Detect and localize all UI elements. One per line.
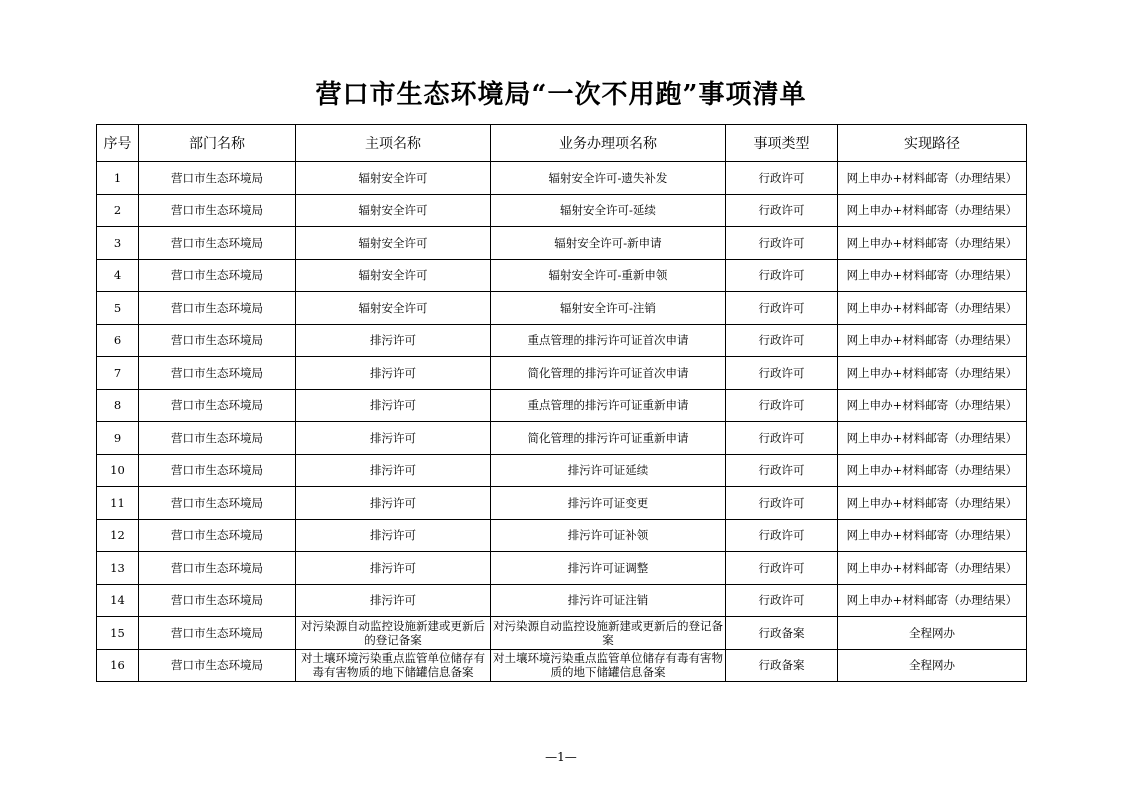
table-row: [97, 422, 1027, 455]
cell-business-item: 重点管理的排污许可证重新申请: [491, 389, 726, 422]
table-row: [97, 259, 1027, 292]
table-row: [97, 584, 1027, 617]
cell-main-item: 对污染源自动监控设施新建或更新后的登记备案: [296, 617, 491, 650]
col-header-path: 实现路径: [838, 125, 1027, 162]
table-row: [97, 324, 1027, 357]
col-header-business-item: 业务办理项名称: [491, 125, 726, 162]
cell-path: 全程网办: [838, 649, 1027, 682]
cell-item-type: 行政许可: [726, 454, 838, 487]
table-row: [97, 649, 1027, 682]
cell-main-item: 辐射安全许可: [296, 227, 491, 260]
table-body: [97, 162, 1027, 682]
cell-business-item: 重点管理的排污许可证首次申请: [491, 324, 726, 357]
cell-path: 网上申办+材料邮寄（办理结果）: [838, 162, 1027, 195]
cell-business-item: 简化管理的排污许可证首次申请: [491, 357, 726, 390]
cell-index: 16: [97, 649, 139, 682]
cell-item-type: 行政备案: [726, 649, 838, 682]
cell-item-type: 行政许可: [726, 357, 838, 390]
cell-item-type: 行政许可: [726, 324, 838, 357]
cell-path: 网上申办+材料邮寄（办理结果）: [838, 357, 1027, 390]
table-row: [97, 292, 1027, 325]
col-header-department: 部门名称: [139, 125, 296, 162]
cell-main-item: 排污许可: [296, 389, 491, 422]
cell-business-item: 辐射安全许可-延续: [491, 194, 726, 227]
cell-path: 网上申办+材料邮寄（办理结果）: [838, 259, 1027, 292]
cell-department: 营口市生态环境局: [139, 324, 296, 357]
cell-item-type: 行政许可: [726, 584, 838, 617]
col-header-index: 序号: [97, 125, 139, 162]
cell-item-type: 行政许可: [726, 519, 838, 552]
cell-department: 营口市生态环境局: [139, 649, 296, 682]
table-row: [97, 487, 1027, 520]
cell-index: 7: [97, 357, 139, 390]
cell-item-type: 行政许可: [726, 552, 838, 585]
cell-path: 网上申办+材料邮寄（办理结果）: [838, 519, 1027, 552]
cell-item-type: 行政许可: [726, 162, 838, 195]
cell-main-item: 排污许可: [296, 552, 491, 585]
cell-path: 网上申办+材料邮寄（办理结果）: [838, 487, 1027, 520]
cell-path: 全程网办: [838, 617, 1027, 650]
cell-main-item: 辐射安全许可: [296, 292, 491, 325]
cell-business-item: 排污许可证补领: [491, 519, 726, 552]
cell-index: 9: [97, 422, 139, 455]
cell-business-item: 简化管理的排污许可证重新申请: [491, 422, 726, 455]
table-row: [97, 519, 1027, 552]
cell-index: 4: [97, 259, 139, 292]
cell-business-item: 辐射安全许可-重新申领: [491, 259, 726, 292]
page-title: 营口市生态环境局“一次不用跑”事项清单: [315, 80, 807, 110]
cell-item-type: 行政许可: [726, 389, 838, 422]
cell-index: 2: [97, 194, 139, 227]
cell-path: 网上申办+材料邮寄（办理结果）: [838, 324, 1027, 357]
cell-item-type: 行政许可: [726, 259, 838, 292]
cell-business-item: 排污许可证调整: [491, 552, 726, 585]
cell-department: 营口市生态环境局: [139, 422, 296, 455]
table-row: [97, 357, 1027, 390]
table-row: [97, 194, 1027, 227]
cell-path: 网上申办+材料邮寄（办理结果）: [838, 422, 1027, 455]
cell-item-type: 行政备案: [726, 617, 838, 650]
cell-department: 营口市生态环境局: [139, 552, 296, 585]
cell-business-item: 对污染源自动监控设施新建或更新后的登记备案: [491, 617, 726, 650]
cell-main-item: 排污许可: [296, 454, 491, 487]
cell-business-item: 对土壤环境污染重点监管单位储存有毒有害物质的地下储罐信息备案: [491, 649, 726, 682]
cell-main-item: 排污许可: [296, 584, 491, 617]
cell-item-type: 行政许可: [726, 227, 838, 260]
cell-main-item: 排污许可: [296, 422, 491, 455]
col-header-item-type: 事项类型: [726, 125, 838, 162]
table-row: [97, 227, 1027, 260]
cell-main-item: 排污许可: [296, 324, 491, 357]
cell-path: 网上申办+材料邮寄（办理结果）: [838, 552, 1027, 585]
table-row: [97, 617, 1027, 650]
cell-index: 5: [97, 292, 139, 325]
cell-department: 营口市生态环境局: [139, 162, 296, 195]
cell-main-item: 对土壤环境污染重点监管单位储存有毒有害物质的地下储罐信息备案: [296, 649, 491, 682]
cell-department: 营口市生态环境局: [139, 584, 296, 617]
cell-index: 13: [97, 552, 139, 585]
cell-path: 网上申办+材料邮寄（办理结果）: [838, 194, 1027, 227]
cell-business-item: 排污许可证延续: [491, 454, 726, 487]
cell-index: 3: [97, 227, 139, 260]
cell-department: 营口市生态环境局: [139, 454, 296, 487]
cell-item-type: 行政许可: [726, 194, 838, 227]
cell-business-item: 辐射安全许可-遗失补发: [491, 162, 726, 195]
cell-item-type: 行政许可: [726, 487, 838, 520]
cell-department: 营口市生态环境局: [139, 617, 296, 650]
cell-path: 网上申办+材料邮寄（办理结果）: [838, 227, 1027, 260]
table-row: [97, 389, 1027, 422]
cell-index: 11: [97, 487, 139, 520]
cell-path: 网上申办+材料邮寄（办理结果）: [838, 454, 1027, 487]
cell-main-item: 排污许可: [296, 519, 491, 552]
cell-item-type: 行政许可: [726, 422, 838, 455]
page-number: —1—: [545, 750, 577, 764]
col-header-main-item: 主项名称: [296, 125, 491, 162]
cell-index: 8: [97, 389, 139, 422]
cell-path: 网上申办+材料邮寄（办理结果）: [838, 389, 1027, 422]
cell-business-item: 辐射安全许可-注销: [491, 292, 726, 325]
cell-item-type: 行政许可: [726, 292, 838, 325]
cell-department: 营口市生态环境局: [139, 487, 296, 520]
cell-business-item: 辐射安全许可-新申请: [491, 227, 726, 260]
cell-department: 营口市生态环境局: [139, 357, 296, 390]
cell-path: 网上申办+材料邮寄（办理结果）: [838, 292, 1027, 325]
cell-main-item: 辐射安全许可: [296, 162, 491, 195]
cell-business-item: 排污许可证注销: [491, 584, 726, 617]
cell-index: 6: [97, 324, 139, 357]
table-header-row: [97, 125, 1027, 162]
cell-index: 1: [97, 162, 139, 195]
cell-index: 15: [97, 617, 139, 650]
cell-main-item: 排污许可: [296, 357, 491, 390]
cell-index: 10: [97, 454, 139, 487]
cell-path: 网上申办+材料邮寄（办理结果）: [838, 584, 1027, 617]
cell-index: 14: [97, 584, 139, 617]
cell-department: 营口市生态环境局: [139, 519, 296, 552]
table-row: [97, 552, 1027, 585]
cell-department: 营口市生态环境局: [139, 259, 296, 292]
cell-business-item: 排污许可证变更: [491, 487, 726, 520]
cell-index: 12: [97, 519, 139, 552]
items-table: [96, 124, 1027, 682]
cell-main-item: 辐射安全许可: [296, 259, 491, 292]
cell-main-item: 辐射安全许可: [296, 194, 491, 227]
cell-department: 营口市生态环境局: [139, 227, 296, 260]
table-row: [97, 162, 1027, 195]
cell-main-item: 排污许可: [296, 487, 491, 520]
cell-department: 营口市生态环境局: [139, 292, 296, 325]
cell-department: 营口市生态环境局: [139, 194, 296, 227]
table-row: [97, 454, 1027, 487]
cell-department: 营口市生态环境局: [139, 389, 296, 422]
